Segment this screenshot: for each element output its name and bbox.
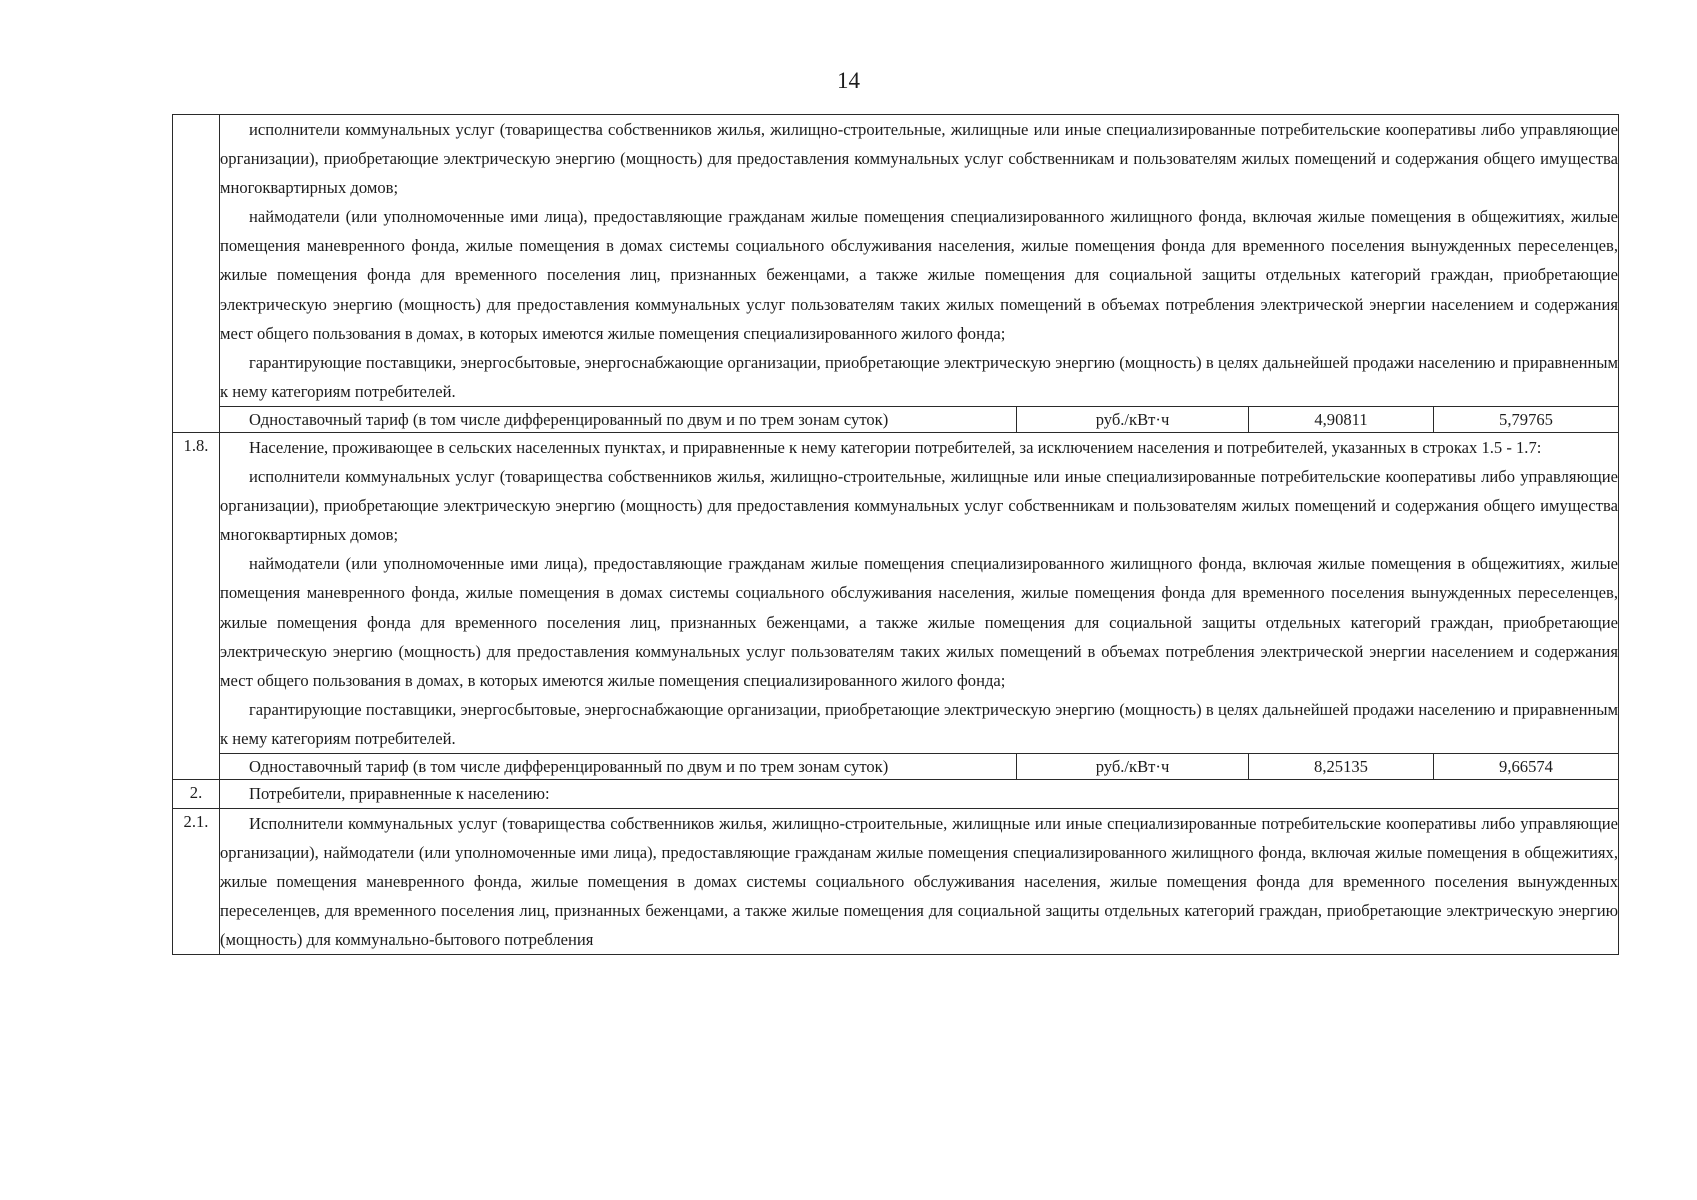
table-row-1-8	[173, 432, 1619, 753]
row-number-cell: 2.	[173, 779, 220, 808]
tariff-unit: руб./кВт·ч	[1095, 409, 1170, 429]
row-description	[220, 115, 1619, 407]
tariff-unit: руб./кВт·ч	[1095, 756, 1170, 776]
paragraph-suppliers: гарантирующие поставщики, энергосбытовые, энергоснабжающие организации, приобретающие электрическую энергию (мощность) в целях дальнейшей продажи населению и приравненным к нему категориям потребителей.	[220, 699, 1618, 748]
paragraph-utility-providers: исполнители коммунальных услуг (товарищества собственников жилья, жилищно-строительные, жилищные или иные специализированные потребительские кооперативы либо управляющие организации), приобретающие электрическую энергию (мощность) для предоставления коммунальных услуг собственникам и пользователям жилых помещений и содержания общего имущества многоквартирных домов;	[220, 120, 1618, 198]
tariff-unit-cell	[1017, 753, 1249, 779]
tariff-value-2: 9,66574	[1499, 756, 1553, 776]
row-description: Потребители, приравненные к населению:	[220, 779, 1619, 808]
tariff-row	[173, 406, 1619, 432]
tariff-label: Одноставочный тариф (в том числе дифференцированный по двум и по трем зонам суток)	[249, 756, 889, 776]
tariff-value-1: 4,90811	[1314, 409, 1368, 429]
tariff-label: Одноставочный тариф (в том числе дифференцированный по двум и по трем зонам суток)	[249, 409, 889, 429]
row-description	[220, 808, 1619, 954]
paragraph-rural-population: Население, проживающее в сельских населенных пунктах, и приравненные к нему категории потребителей, за исключением населения и потребителей, указанных в строках 1.5 - 1.7:	[249, 437, 1542, 457]
tariff-label-cell	[220, 753, 1017, 779]
row-description	[220, 432, 1619, 753]
tariff-value-1-cell	[1249, 406, 1434, 432]
tariff-unit-cell	[1017, 406, 1249, 432]
tariff-value-2: 5,79765	[1499, 409, 1553, 429]
page-number: 14	[837, 68, 860, 93]
tariff-value-2-cell	[1434, 406, 1619, 432]
row-number-cell: 1.8.	[173, 432, 220, 779]
tariff-value-1-cell	[1249, 753, 1434, 779]
paragraph-equivalent-consumers: Исполнители коммунальных услуг (товарищества собственников жилья, жилищно-строительные, жилищные или иные специализированные потребительские кооперативы либо управляющие организации), наймодатели (или уполномоченные ими лица), предоставляющие гражданам жилые помещения специализированного жилищного фонда, включая жилые помещения в общежитиях, жилые помещения маневренного фонда, жилые помещения в домах системы социального обслуживания населения, жилые помещения фонда для временного поселения вынужденных переселенцев, для временного поселения лиц, признанных беженцами, а также жилые помещения для социальной защиты отдельных категорий граждан, приобретающие электрическую энергию (мощность) для коммунально-бытового потребления	[220, 813, 1618, 950]
tariff-row	[173, 753, 1619, 779]
paragraph-utility-providers: исполнители коммунальных услуг (товарищества собственников жилья, жилищно-строительные, жилищные или иные специализированные потребительские кооперативы либо управляющие организации), приобретающие электрическую энергию (мощность) для предоставления коммунальных услуг собственникам и пользователям жилых помещений и содержания общего имущества многоквартирных домов;	[220, 467, 1618, 545]
tariff-value-1: 8,25135	[1314, 756, 1368, 776]
table-row-continuation	[173, 115, 1619, 407]
paragraph-landlords: наймодатели (или уполномоченные ими лица), предоставляющие гражданам жилые помещения специализированного жилищного фонда, включая жилые помещения в общежитиях, жилые помещения маневренного фонда, жилые помещения в домах системы социального обслуживания населения, жилые помещения фонда для временного поселения вынужденных переселенцев, жилые помещения фонда для временного поселения лиц, признанных беженцами, а также жилые помещения для социальной защиты отдельных категорий граждан, приобретающие электрическую энергию (мощность) для предоставления коммунальных услуг пользователям таких жилых помещений в объемах потребления электрической энергии населением и содержания мест общего пользования в домах, в которых имеются жилые помещения специализированного жилого фонда;	[220, 554, 1618, 690]
tariff-value-2-cell	[1434, 753, 1619, 779]
tariff-table	[172, 114, 1619, 955]
row-number-cell	[173, 115, 220, 433]
paragraph-suppliers: гарантирующие поставщики, энергосбытовые, энергоснабжающие организации, приобретающие электрическую энергию (мощность) в целях дальнейшей продажи населению и приравненным к нему категориям потребителей.	[220, 352, 1618, 401]
tariff-label-cell	[220, 406, 1017, 432]
paragraph-landlords: наймодатели (или уполномоченные ими лица), предоставляющие гражданам жилые помещения специализированного жилищного фонда, включая жилые помещения в общежитиях, жилые помещения маневренного фонда, жилые помещения в домах системы социального обслуживания населения, жилые помещения фонда для временного поселения вынужденных переселенцев, жилые помещения фонда для временного поселения лиц, признанных беженцами, а также жилые помещения для социальной защиты отдельных категорий граждан, приобретающие электрическую энергию (мощность) для предоставления коммунальных услуг пользователям таких жилых помещений в объемах потребления электрической энергии населением и содержания мест общего пользования в домах, в которых имеются жилые помещения специализированного жилого фонда;	[220, 207, 1618, 343]
row-number-cell: 2.1.	[173, 808, 220, 954]
table-row-2	[173, 779, 1619, 808]
table-row-2-1	[173, 808, 1619, 954]
